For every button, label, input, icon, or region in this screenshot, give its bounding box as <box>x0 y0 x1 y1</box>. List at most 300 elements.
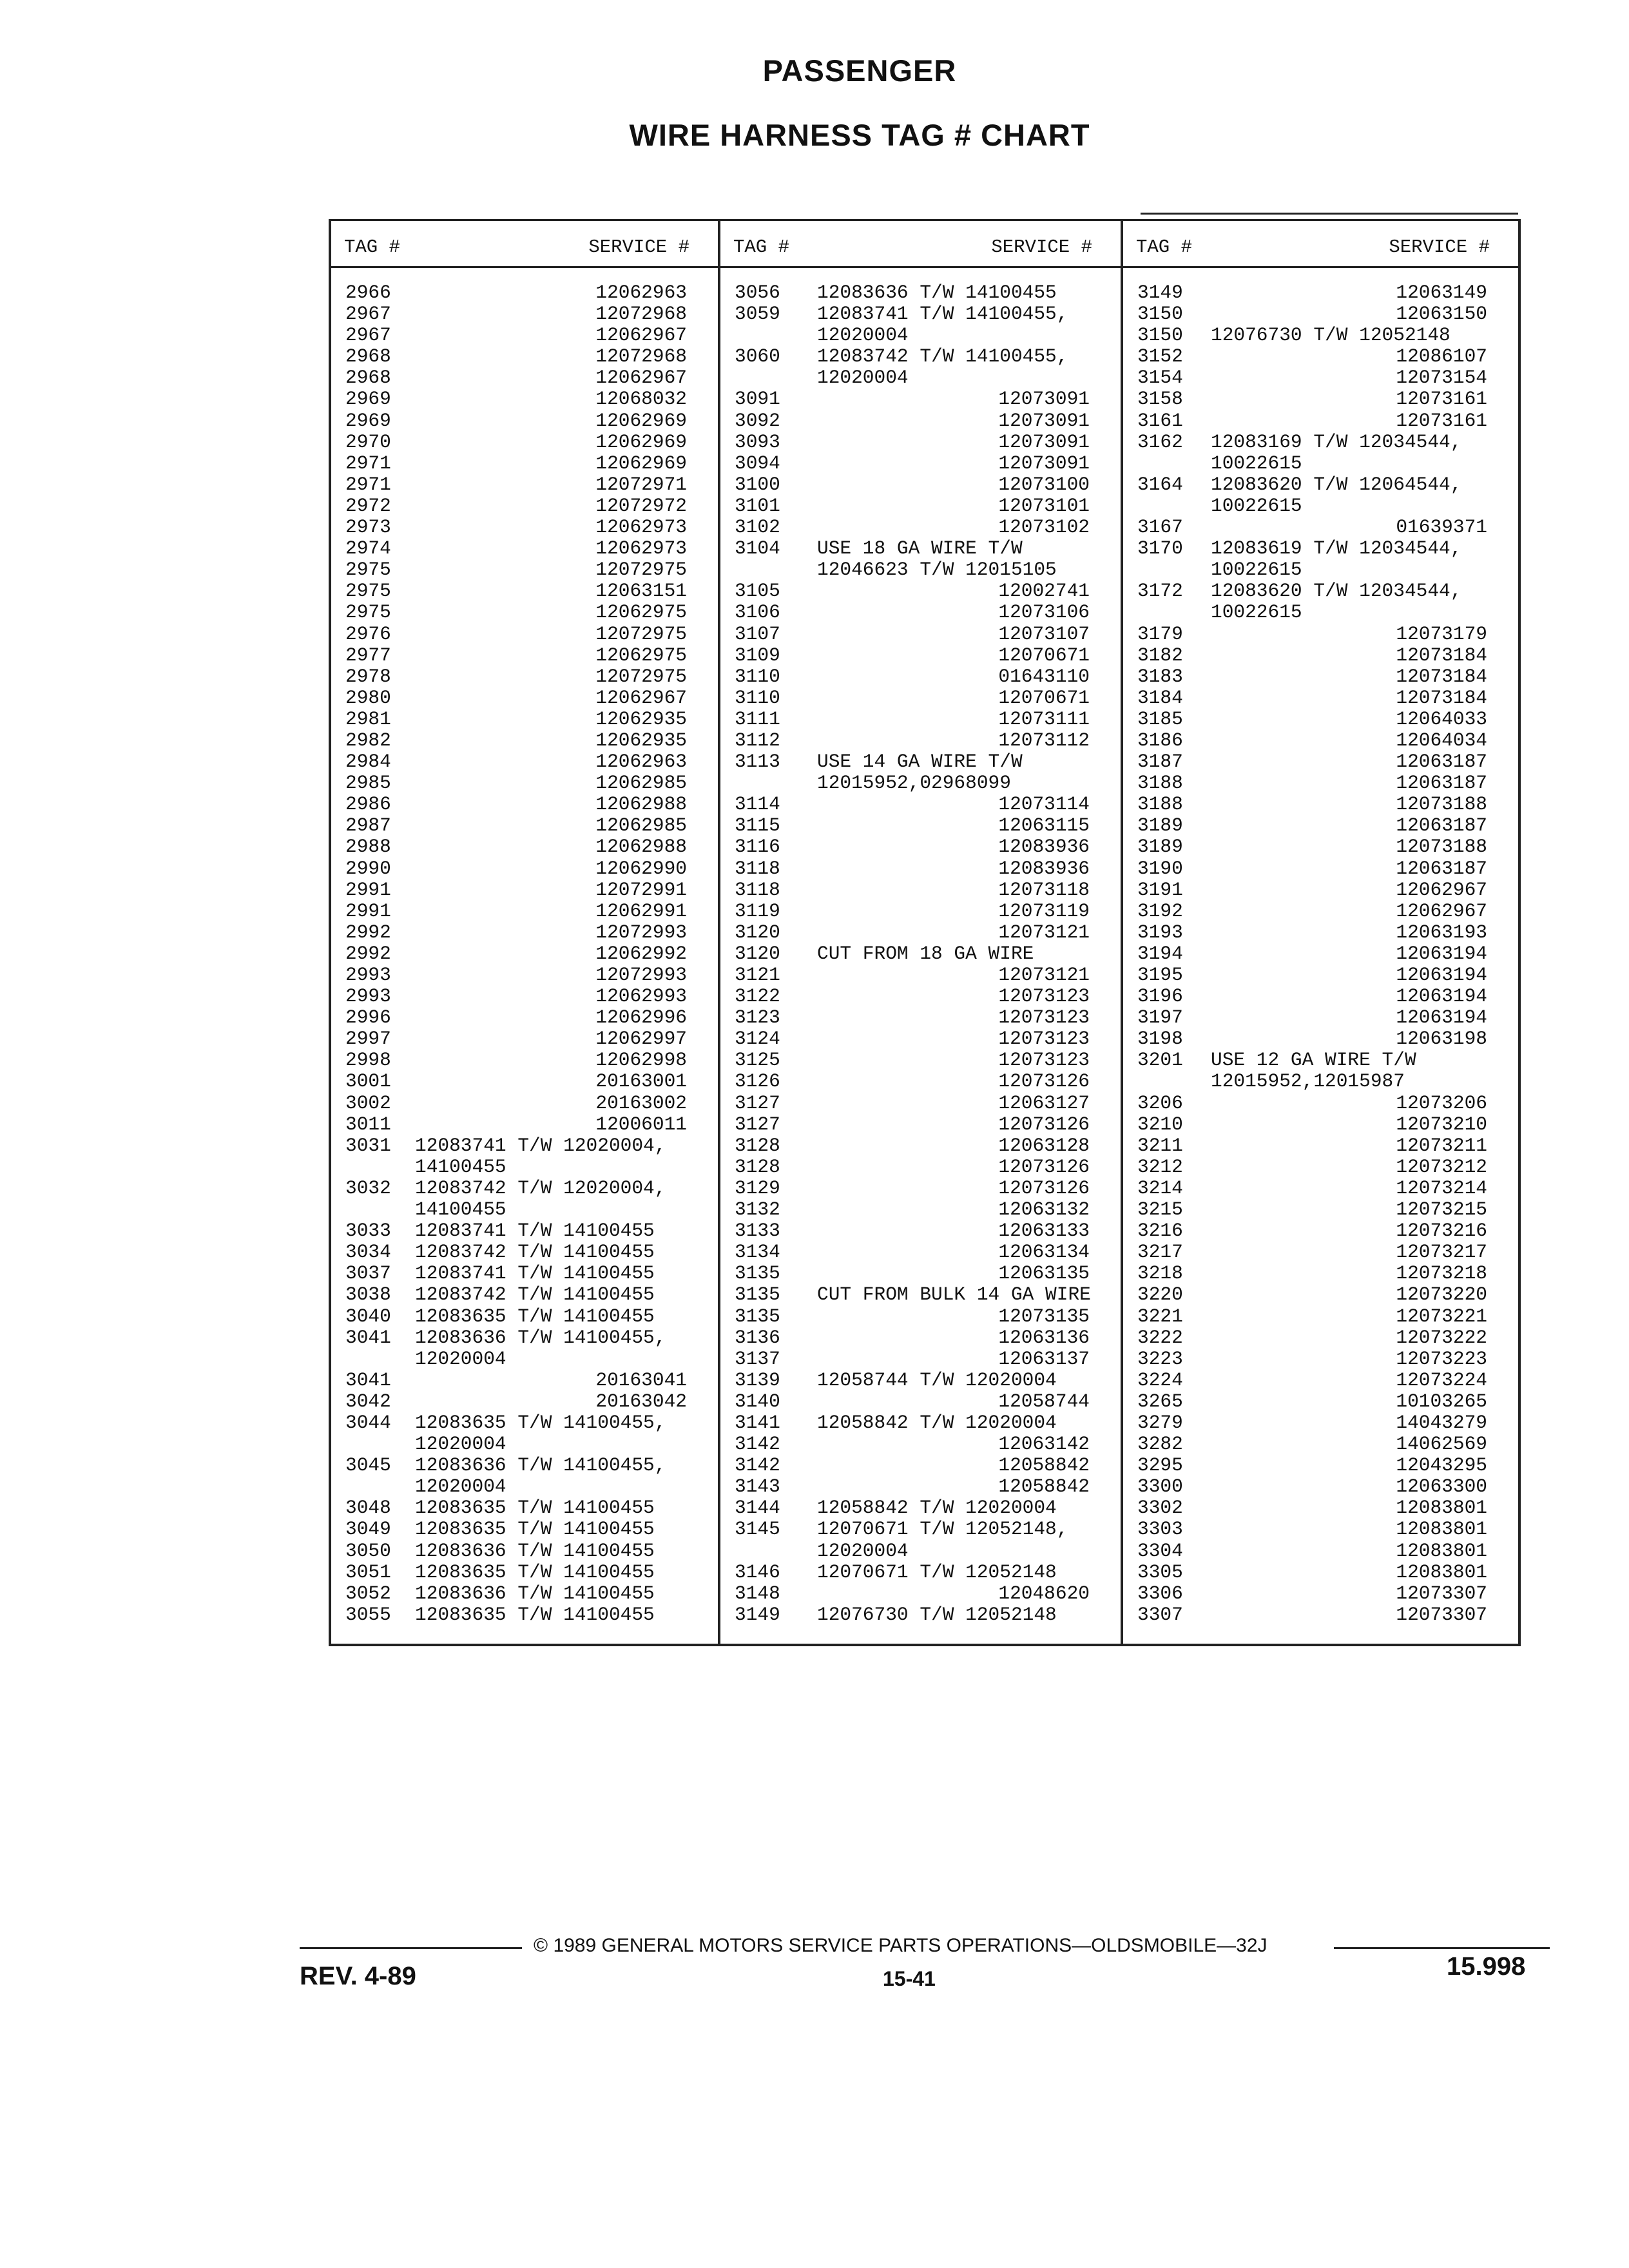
tag-cell: 2974 <box>345 537 391 560</box>
service-cell: 12073118 <box>998 878 1090 901</box>
service-cell: 12072971 <box>595 473 687 495</box>
tag-cell: 2977 <box>345 644 391 666</box>
tag-cell: 2990 <box>345 857 391 879</box>
table-row <box>331 730 718 751</box>
service-cell: 10022615 <box>1211 559 1302 581</box>
table-row <box>1123 1306 1518 1327</box>
page-title: PASSENGER <box>762 53 957 88</box>
table-row <box>1123 1135 1518 1157</box>
service-cell: 20163002 <box>595 1091 687 1114</box>
tag-cell: 3167 <box>1137 516 1183 539</box>
service-cell: 12073184 <box>1396 665 1487 687</box>
column-header <box>331 221 718 268</box>
service-cell: CUT FROM BULK 14 GA WIRE <box>817 1283 1091 1306</box>
service-cell: 12048620 <box>998 1582 1090 1604</box>
service-cell: 12063151 <box>595 580 687 602</box>
tag-cell: 2992 <box>345 942 391 965</box>
service-cell: 12062969 <box>595 430 687 453</box>
tag-cell: 3110 <box>735 665 780 687</box>
table-row <box>1123 1519 1518 1540</box>
service-cell: 12063150 <box>1396 303 1487 325</box>
service-cell: 12020004 <box>817 1539 909 1562</box>
service-cell: 12062992 <box>595 942 687 965</box>
service-cell: 12083801 <box>1396 1497 1487 1519</box>
tag-cell: 3124 <box>735 1028 780 1050</box>
tag-cell: 3145 <box>735 1518 780 1541</box>
tag-cell: 3051 <box>345 1561 391 1583</box>
tag-cell: 3303 <box>1137 1518 1183 1541</box>
service-cell: 12073217 <box>1396 1241 1487 1264</box>
table-row <box>720 666 1121 687</box>
service-cell: 14100455 <box>415 1155 506 1178</box>
service-cell: 12062996 <box>595 1006 687 1029</box>
tag-cell: 3210 <box>1137 1113 1183 1135</box>
tag-cell: 3042 <box>345 1390 391 1412</box>
tag-cell: 3183 <box>1137 665 1183 687</box>
tag-cell: 3120 <box>735 942 780 965</box>
table-row <box>720 709 1121 730</box>
tag-cell: 3306 <box>1137 1582 1183 1604</box>
service-cell: 12073161 <box>1396 409 1487 432</box>
table-row <box>1123 922 1518 943</box>
section-code: 15.998 <box>1447 1952 1526 1981</box>
table-row <box>1123 1327 1518 1349</box>
tag-cell: 3118 <box>735 878 780 901</box>
tag-cell: 2988 <box>345 836 391 858</box>
table-row <box>331 1028 718 1050</box>
tag-cell: 3052 <box>345 1582 391 1604</box>
table-row <box>1123 325 1518 346</box>
service-cell: 12062967 <box>1396 899 1487 922</box>
tag-cell: 3305 <box>1137 1561 1183 1583</box>
service-cell: USE 18 GA WIRE T/W <box>817 537 1023 560</box>
service-cell: 12073222 <box>1396 1326 1487 1349</box>
table-row <box>720 1391 1121 1412</box>
tag-cell: 3002 <box>345 1091 391 1114</box>
service-cell: 10022615 <box>1211 601 1302 624</box>
tag-cell: 3127 <box>735 1091 780 1114</box>
service-cell: 12076730 T/W 12052148 <box>817 1603 1057 1626</box>
table-row <box>331 1199 718 1220</box>
table-row <box>331 922 718 943</box>
page-number: 15-41 <box>883 1967 936 1990</box>
service-cell: 12073091 <box>998 388 1090 410</box>
service-cell: 12062935 <box>595 707 687 730</box>
tag-cell: 2971 <box>345 473 391 495</box>
table-row <box>1123 666 1518 687</box>
tag-cell: 3091 <box>735 388 780 410</box>
table-row <box>720 389 1121 410</box>
table-row <box>720 367 1121 389</box>
service-cell: 12020004 <box>415 1347 506 1370</box>
service-cell: 12006011 <box>595 1113 687 1135</box>
service-cell: USE 12 GA WIRE T/W <box>1211 1049 1416 1072</box>
tag-cell: 3149 <box>1137 282 1183 303</box>
tag-cell: 3212 <box>1137 1155 1183 1178</box>
tag-cell: 3142 <box>735 1454 780 1477</box>
table-row <box>1123 624 1518 645</box>
table-row <box>720 1178 1121 1199</box>
tag-cell: 3134 <box>735 1241 780 1264</box>
tag-cell: 2987 <box>345 814 391 837</box>
tag-cell: 3215 <box>1137 1198 1183 1221</box>
tag-cell: 3192 <box>1137 899 1183 922</box>
service-cell: 12073218 <box>1396 1262 1487 1285</box>
service-cell: 12062991 <box>595 899 687 922</box>
service-cell: 12015952,12015987 <box>1211 1070 1405 1093</box>
table-row <box>720 624 1121 645</box>
table-row <box>720 346 1121 367</box>
service-cell: 12083620 T/W 12064544, <box>1211 473 1462 495</box>
service-cell: 12063194 <box>1396 942 1487 965</box>
service-cell: 12073212 <box>1396 1155 1487 1178</box>
service-cell: 12073126 <box>998 1113 1090 1135</box>
tag-cell: 3125 <box>735 1049 780 1072</box>
service-cell: 12073102 <box>998 516 1090 539</box>
service-cell: 12058744 T/W 12020004 <box>817 1369 1057 1391</box>
table-row <box>720 645 1121 666</box>
tag-cell: 3170 <box>1137 537 1183 560</box>
tag-cell: 3218 <box>1137 1262 1183 1285</box>
table-row <box>720 1093 1121 1114</box>
tag-cell: 3114 <box>735 793 780 816</box>
table-row <box>1123 794 1518 815</box>
tag-cell: 2975 <box>345 580 391 602</box>
service-cell: 12073123 <box>998 1006 1090 1029</box>
service-cell: 12073307 <box>1396 1603 1487 1626</box>
service-cell: 12062963 <box>595 751 687 773</box>
table-row <box>331 901 718 922</box>
table-row <box>1123 495 1518 517</box>
tag-cell: 3121 <box>735 964 780 986</box>
table-row <box>331 495 718 517</box>
table-row <box>720 495 1121 517</box>
tag-cell: 3162 <box>1137 430 1183 453</box>
tag-cell: 3185 <box>1137 707 1183 730</box>
tag-cell: 3146 <box>735 1561 780 1583</box>
table-row <box>720 1242 1121 1263</box>
table-row <box>331 389 718 410</box>
table-row <box>331 1349 718 1370</box>
service-cell: 12073215 <box>1396 1198 1487 1221</box>
table-row <box>720 1028 1121 1050</box>
tag-cell: 3136 <box>735 1326 780 1349</box>
service-cell: 12083620 T/W 12034544, <box>1211 580 1462 602</box>
table-row <box>720 751 1121 773</box>
tag-cell: 3307 <box>1137 1603 1183 1626</box>
service-cell: 12073100 <box>998 473 1090 495</box>
tag-cell: 3150 <box>1137 324 1183 347</box>
tag-cell: 3126 <box>735 1070 780 1093</box>
service-header: SERVICE # <box>991 236 1092 258</box>
service-cell: 12073112 <box>998 729 1090 751</box>
table-row <box>720 1370 1121 1391</box>
table-row <box>331 1220 718 1242</box>
table-row <box>1123 1583 1518 1604</box>
table-row <box>720 1604 1121 1626</box>
tag-cell: 3154 <box>1137 367 1183 389</box>
table-row <box>331 410 718 432</box>
table-row <box>720 922 1121 943</box>
service-cell: 12046623 T/W 12015105 <box>817 559 1057 581</box>
service-cell: 12083741 T/W 14100455 <box>415 1220 655 1242</box>
table-row <box>720 815 1121 836</box>
service-cell: 12083635 T/W 14100455 <box>415 1561 655 1583</box>
table-row <box>720 1541 1121 1562</box>
service-cell: 12062993 <box>595 985 687 1008</box>
service-cell: 12073216 <box>1396 1220 1487 1242</box>
table-row <box>720 1157 1121 1178</box>
tag-cell: 3110 <box>735 686 780 709</box>
tag-cell: 3001 <box>345 1070 391 1093</box>
tag-cell: 3060 <box>735 345 780 368</box>
service-cell: 20163042 <box>595 1390 687 1412</box>
service-cell: 12083801 <box>1396 1561 1487 1583</box>
table-row <box>720 773 1121 794</box>
table-row <box>331 1434 718 1455</box>
table-row <box>720 410 1121 432</box>
table-row <box>720 1412 1121 1434</box>
tag-cell: 3149 <box>735 1603 780 1626</box>
table-row <box>331 624 718 645</box>
table-row <box>331 1050 718 1071</box>
tag-cell: 3102 <box>735 516 780 539</box>
footer-rule-left <box>300 1947 522 1949</box>
table-row <box>720 687 1121 709</box>
table-row <box>1123 346 1518 367</box>
service-cell: 12015952,02968099 <box>817 772 1011 794</box>
table-row <box>331 815 718 836</box>
table-rows <box>331 282 718 1626</box>
table-row <box>720 303 1121 325</box>
tag-cell: 3122 <box>735 985 780 1008</box>
table-row <box>720 1583 1121 1604</box>
tag-cell: 3031 <box>345 1134 391 1157</box>
table-row <box>1123 836 1518 858</box>
tag-cell: 3038 <box>345 1283 391 1306</box>
tag-cell: 3140 <box>735 1390 780 1412</box>
tag-cell: 3113 <box>735 751 780 773</box>
service-cell: 12063115 <box>998 814 1090 837</box>
service-cell: 12083801 <box>1396 1518 1487 1541</box>
tag-cell: 3141 <box>735 1411 780 1434</box>
table-row <box>1123 773 1518 794</box>
table-row <box>1123 1349 1518 1370</box>
table-row <box>1123 602 1518 623</box>
service-cell: 12083619 T/W 12034544, <box>1211 537 1462 560</box>
table-row <box>720 1497 1121 1519</box>
table-row <box>720 1114 1121 1135</box>
service-cell: 12063136 <box>998 1326 1090 1349</box>
tag-cell: 3041 <box>345 1369 391 1391</box>
tag-cell: 3048 <box>345 1497 391 1519</box>
table-row <box>1123 1028 1518 1050</box>
service-cell: 12073206 <box>1396 1091 1487 1114</box>
tag-cell: 3195 <box>1137 964 1183 986</box>
tag-cell: 3189 <box>1137 836 1183 858</box>
service-cell: 12072968 <box>595 345 687 368</box>
service-header: SERVICE # <box>588 236 689 258</box>
service-cell: 01643110 <box>998 665 1090 687</box>
table-row <box>1123 1476 1518 1497</box>
tag-cell: 3265 <box>1137 1390 1183 1412</box>
service-cell: 12083635 T/W 14100455 <box>415 1305 655 1327</box>
tag-cell: 3059 <box>735 303 780 325</box>
service-cell: 12062969 <box>595 409 687 432</box>
table-row <box>1123 410 1518 432</box>
table-row <box>331 1476 718 1497</box>
service-cell: 12072993 <box>595 921 687 943</box>
table-row <box>1123 559 1518 581</box>
table-rows <box>1123 282 1518 1626</box>
tag-cell: 3135 <box>735 1305 780 1327</box>
table-row <box>331 1391 718 1412</box>
service-cell: 12063193 <box>1396 921 1487 943</box>
tag-cell: 3049 <box>345 1518 391 1541</box>
service-cell: 12073135 <box>998 1305 1090 1327</box>
service-cell: 12062997 <box>595 1028 687 1050</box>
tag-cell: 3123 <box>735 1006 780 1029</box>
tag-cell: 2984 <box>345 751 391 773</box>
table-row <box>720 432 1121 453</box>
table-row <box>331 581 718 602</box>
table-row <box>720 1007 1121 1028</box>
tag-cell: 3041 <box>345 1326 391 1349</box>
tag-cell: 3137 <box>735 1347 780 1370</box>
service-cell: 12063133 <box>998 1220 1090 1242</box>
service-cell: 12083635 T/W 14100455 <box>415 1497 655 1519</box>
tag-cell: 3105 <box>735 580 780 602</box>
tag-cell: 3186 <box>1137 729 1183 751</box>
service-cell: 12063132 <box>998 1198 1090 1221</box>
table-row <box>1123 1050 1518 1071</box>
table-row <box>1123 1093 1518 1114</box>
service-cell: 12073114 <box>998 793 1090 816</box>
service-cell: 12073123 <box>998 985 1090 1008</box>
service-cell: 12073126 <box>998 1177 1090 1199</box>
table-row <box>720 1135 1121 1157</box>
service-cell: 12083741 T/W 12020004, <box>415 1134 666 1157</box>
table-row <box>331 986 718 1007</box>
service-cell: 12062998 <box>595 1049 687 1072</box>
tag-cell: 3216 <box>1137 1220 1183 1242</box>
table-row <box>1123 282 1518 303</box>
table-row <box>720 581 1121 602</box>
service-cell: 12083936 <box>998 836 1090 858</box>
tag-cell: 2976 <box>345 622 391 645</box>
table-row <box>1123 474 1518 495</box>
service-cell: 12072975 <box>595 665 687 687</box>
tag-cell: 3129 <box>735 1177 780 1199</box>
tag-cell: 2993 <box>345 985 391 1008</box>
table-row <box>331 687 718 709</box>
tag-cell: 3094 <box>735 452 780 474</box>
table-row <box>331 1263 718 1284</box>
service-cell: 12064034 <box>1396 729 1487 751</box>
service-cell: 12073119 <box>998 899 1090 922</box>
service-cell: 12063187 <box>1396 772 1487 794</box>
tag-cell: 3188 <box>1137 772 1183 794</box>
tag-cell: 3223 <box>1137 1347 1183 1370</box>
service-cell: 12070671 <box>998 644 1090 666</box>
table-row <box>331 1114 718 1135</box>
tag-cell: 3304 <box>1137 1539 1183 1562</box>
tag-cell: 3040 <box>345 1305 391 1327</box>
service-cell: 10022615 <box>1211 452 1302 474</box>
tag-cell: 2991 <box>345 878 391 901</box>
table-row <box>331 602 718 623</box>
tag-cell: 3011 <box>345 1113 391 1135</box>
tag-cell: 3214 <box>1137 1177 1183 1199</box>
table-row <box>720 517 1121 538</box>
tag-cell: 3118 <box>735 857 780 879</box>
service-cell: 12043295 <box>1396 1454 1487 1477</box>
table-row <box>331 751 718 773</box>
table-row <box>331 346 718 367</box>
table-row <box>331 1519 718 1540</box>
service-cell: 12070671 T/W 12052148, <box>817 1518 1068 1541</box>
tag-cell: 3128 <box>735 1134 780 1157</box>
service-cell: 12058842 T/W 12020004 <box>817 1411 1057 1434</box>
table-row <box>331 325 718 346</box>
service-cell: 12062990 <box>595 857 687 879</box>
table-row <box>1123 1220 1518 1242</box>
table-row <box>1123 1284 1518 1305</box>
tag-cell: 3111 <box>735 707 780 730</box>
service-cell: 12063149 <box>1396 282 1487 303</box>
tag-cell: 3056 <box>735 282 780 303</box>
service-cell: 12063300 <box>1396 1475 1487 1498</box>
tag-cell: 2996 <box>345 1006 391 1029</box>
table-row <box>331 709 718 730</box>
table-row <box>331 559 718 581</box>
tag-cell: 3092 <box>735 409 780 432</box>
tag-cell: 3093 <box>735 430 780 453</box>
table-row <box>720 794 1121 815</box>
service-cell: 12073123 <box>998 1028 1090 1050</box>
service-cell: 12073184 <box>1396 644 1487 666</box>
service-cell: 12072968 <box>595 303 687 325</box>
page-subtitle: WIRE HARNESS TAG # CHART <box>629 118 1090 152</box>
table-row <box>1123 815 1518 836</box>
tag-cell: 2978 <box>345 665 391 687</box>
tag-chart-table <box>329 219 1521 1646</box>
tag-cell: 3189 <box>1137 814 1183 837</box>
table-row <box>1123 1541 1518 1562</box>
table-row <box>331 1284 718 1305</box>
tag-cell: 2980 <box>345 686 391 709</box>
service-cell: 12063194 <box>1396 985 1487 1008</box>
table-row <box>1123 751 1518 773</box>
service-cell: 12058842 <box>998 1475 1090 1498</box>
tag-cell: 2972 <box>345 494 391 517</box>
table-row <box>720 325 1121 346</box>
table-row <box>720 836 1121 858</box>
table-row <box>720 1284 1121 1305</box>
tag-cell: 2991 <box>345 899 391 922</box>
service-cell: 12083741 T/W 14100455 <box>415 1262 655 1285</box>
tag-cell: 3190 <box>1137 857 1183 879</box>
table-row <box>1123 581 1518 602</box>
table-row <box>720 858 1121 879</box>
tag-cell: 3282 <box>1137 1433 1183 1456</box>
table-row <box>720 986 1121 1007</box>
table-row <box>331 517 718 538</box>
service-cell: 12072975 <box>595 559 687 581</box>
service-cell: 12073210 <box>1396 1113 1487 1135</box>
service-cell: 12083635 T/W 14100455 <box>415 1518 655 1541</box>
table-row <box>331 1093 718 1114</box>
